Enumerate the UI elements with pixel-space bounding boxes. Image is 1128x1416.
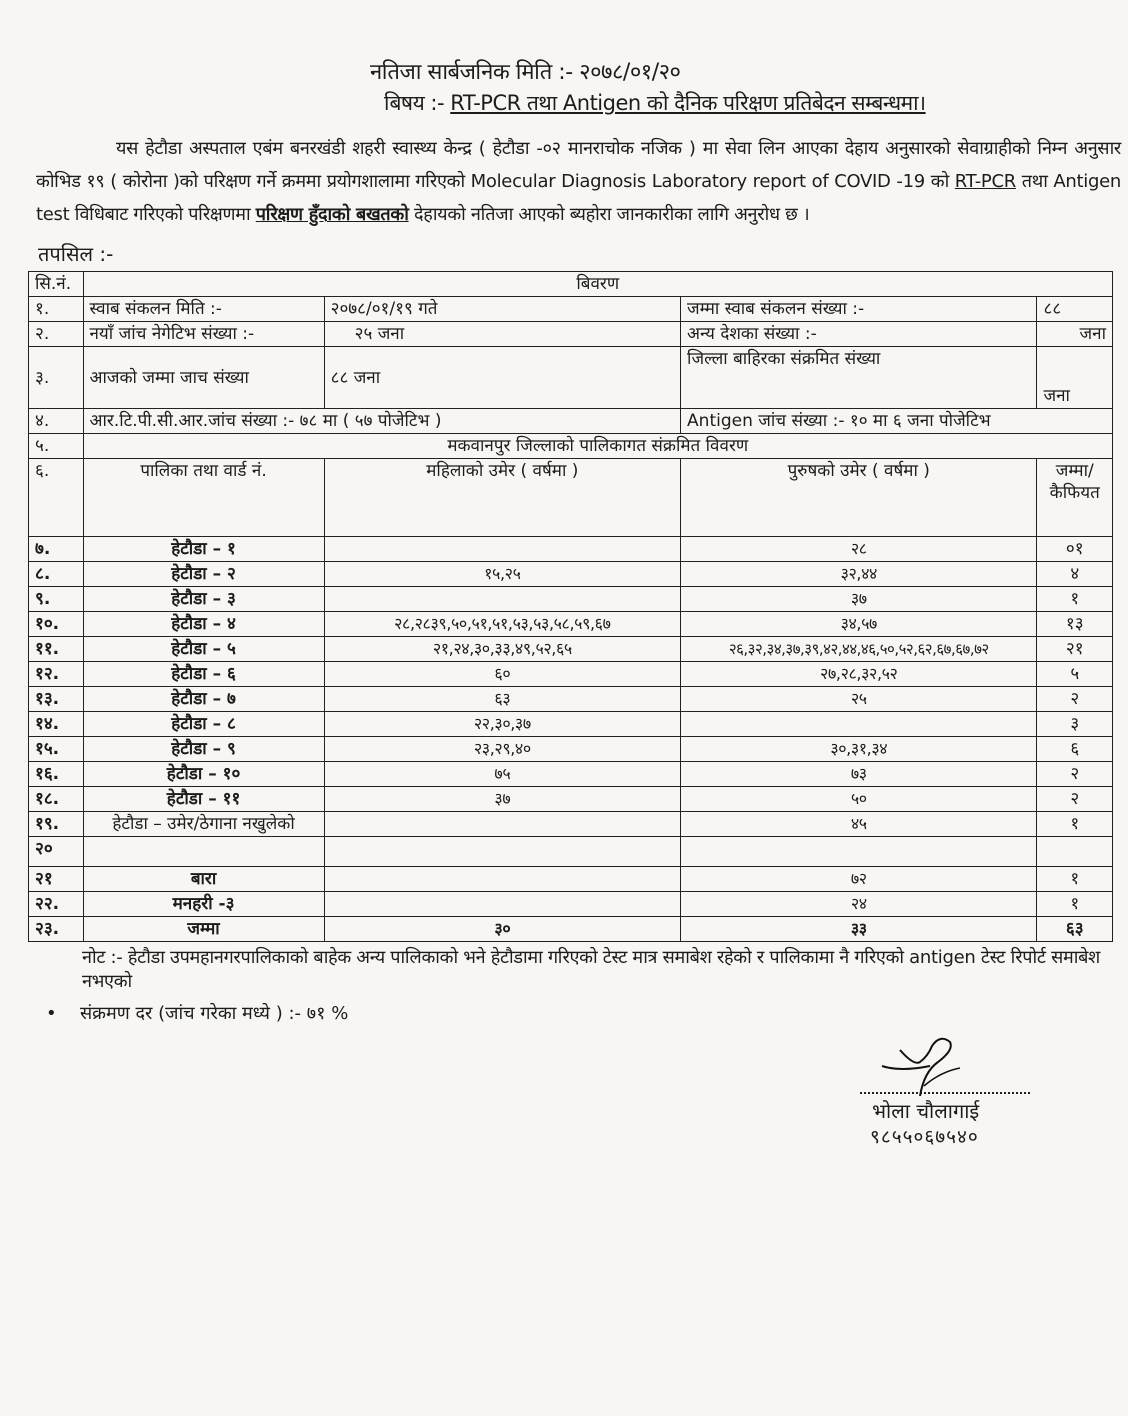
- report-table: [28, 271, 1113, 942]
- intro-part3: देहायको नतिजा आएको ब्यहोरा जानकारीका लागि अनुरोध छ ।: [414, 204, 810, 225]
- infection-rate-text: संक्रमण दर (जांच गरेका मध्ये ) :- ७१ %: [80, 1003, 349, 1024]
- signatory-name: भोला चौलागाई: [872, 1099, 980, 1123]
- summary-value: ८८: [1037, 297, 1113, 322]
- female-ages: ६०: [324, 662, 680, 687]
- female-ages: ६३: [324, 687, 680, 712]
- intro-rtpcr: RT-PCR: [954, 171, 1016, 192]
- row-sn: १३.: [29, 687, 84, 712]
- row-total: २: [1037, 762, 1113, 787]
- female-ages: २२,३०,३७: [324, 712, 680, 737]
- row-total: १: [1037, 867, 1113, 892]
- male-ages: ७३: [681, 762, 1037, 787]
- summary-label: जिल्ला बाहिरका संक्रमित संख्या: [681, 347, 1037, 409]
- row-total: ६: [1037, 737, 1113, 762]
- male-ages: ३२,४४: [681, 562, 1037, 587]
- signature-block: [860, 1036, 1040, 1170]
- female-ages: २१,२४,३०,३३,४९,५२,६५: [324, 637, 680, 662]
- table-row: [29, 917, 1113, 942]
- row-total: ५: [1037, 662, 1113, 687]
- table-row: [29, 712, 1113, 737]
- palika-name: जम्मा: [83, 917, 324, 942]
- subject-text: RT-PCR तथा Antigen को दैनिक परिक्षण प्रतिबेदन सम्बन्धमा।: [450, 91, 926, 115]
- row-sn: २३.: [29, 917, 84, 942]
- summary-label: स्वाब संकलन मिति :-: [83, 297, 324, 322]
- table-row: [29, 762, 1113, 787]
- palika-name: मनहरी -३: [83, 892, 324, 917]
- row-sn: २२.: [29, 892, 84, 917]
- row-sn: २१: [29, 867, 84, 892]
- male-ages: २५: [681, 687, 1037, 712]
- female-ages: ३०: [324, 917, 680, 942]
- footnote: नोट :- हेटौडा उपमहानगरपालिकाको बाहेक अन्य पालिकाको भने हेटौडामा गरिएको टेस्ट मात्र समाबेश रहेको र पालिकामा नै गरिएको antigen टेस्ट रिपोर्ट समाबेश नभएको: [82, 947, 1100, 992]
- male-ages: २४: [681, 892, 1037, 917]
- row-total: ३: [1037, 712, 1113, 737]
- summary-label: जम्मा स्वाब संकलन संख्या :-: [681, 297, 1037, 322]
- tapasil-label: तपसिल :-: [38, 242, 114, 266]
- summary-value: जना: [1037, 322, 1113, 347]
- row-total: १३: [1037, 612, 1113, 637]
- row-total: २: [1037, 787, 1113, 812]
- summary-row: [29, 347, 1113, 409]
- row-total: २१: [1037, 637, 1113, 662]
- male-ages: ३३: [681, 917, 1037, 942]
- row-sn: १६.: [29, 762, 84, 787]
- table-row: [29, 612, 1113, 637]
- male-ages: ४५: [681, 812, 1037, 837]
- female-ages: [324, 867, 680, 892]
- subject-prefix: बिषय :-: [384, 91, 445, 115]
- table-row: [29, 892, 1113, 917]
- antigen-count: Antigen जांच संख्या :- १० मा ६ जना पोजेटिभ: [681, 409, 1113, 434]
- female-ages: [324, 837, 680, 867]
- row-sn: १४.: [29, 712, 84, 737]
- female-ages: ३७: [324, 787, 680, 812]
- section-title-row: [29, 434, 1113, 459]
- table-row: [29, 537, 1113, 562]
- table-row: [29, 787, 1113, 812]
- palika-name: हेटौडा – ६: [83, 662, 324, 687]
- row-sn: ४.: [29, 409, 84, 434]
- male-ages: ७२: [681, 867, 1037, 892]
- male-ages: ३४,५७: [681, 612, 1037, 637]
- section-title: मकवानपुर जिल्लाको पालिकागत संक्रमित विवरण: [83, 434, 1113, 459]
- row-sn: ८.: [29, 562, 84, 587]
- female-ages: २८,२८३९,५०,५१,५१,५३,५३,५८,५९,६७: [324, 612, 680, 637]
- male-ages: ३०,३१,३४: [681, 737, 1037, 762]
- summary-value: जना: [1037, 347, 1113, 409]
- row-sn: १५.: [29, 737, 84, 762]
- table-row: [29, 637, 1113, 662]
- row-sn: ९.: [29, 587, 84, 612]
- palika-name: हेटौडा – २: [83, 562, 324, 587]
- male-ages: ५०: [681, 787, 1037, 812]
- sn-header: सि.नं.: [29, 272, 84, 297]
- row-total: १: [1037, 892, 1113, 917]
- male-ages: [681, 712, 1037, 737]
- palika-name: हेटौडा – ५: [83, 637, 324, 662]
- table-row: [29, 737, 1113, 762]
- female-ages: ७५: [324, 762, 680, 787]
- test-count-row: [29, 409, 1113, 434]
- bullet: •: [46, 1003, 57, 1024]
- table-header-row: [29, 272, 1113, 297]
- signature-icon: [880, 1036, 990, 1096]
- female-ages: [324, 812, 680, 837]
- details-header: बिवरण: [83, 272, 1113, 297]
- row-sn: ७.: [29, 537, 84, 562]
- palika-name: हेटौडा – ३: [83, 587, 324, 612]
- col-male-age: पुरुषको उमेर ( वर्षमा ): [681, 459, 1037, 537]
- male-ages: २६,३२,३४,३७,३९,४२,४४,४६,५०,५२,६२,६७,६७,७२: [681, 637, 1037, 662]
- row-total: [1037, 837, 1113, 867]
- palika-name: हेटौडा – १०: [83, 762, 324, 787]
- row-total: ४: [1037, 562, 1113, 587]
- publish-date-line: नतिजा सार्बजनिक मिति :- २०७८/०१/२०: [370, 60, 681, 85]
- table-row: [29, 687, 1113, 712]
- palika-name: [83, 837, 324, 867]
- subject-line: [384, 88, 1128, 118]
- col-total: जम्मा/ कैफियत: [1037, 459, 1113, 537]
- palika-name: हेटौडा – ९: [83, 737, 324, 762]
- table-row: [29, 837, 1113, 867]
- intro-part1: यस हेटौडा अस्पताल एबंम बनरखंडी शहरी स्वास्थ्य केन्द्र ( हेटौडा -०२ मानराचोक नजिक ) मा सेवा लिन आएका देहाय अनुसारको सेवाग्राहीको निम्न अनुसार कोभिड १९ ( कोरोना )को परिक्षण गर्ने क्रममा प्रयोगशालामा गरिएको Molecular Diagnosis Laboratory report of COVID -19 को: [36, 138, 1121, 192]
- col-female-age: महिलाको उमेर ( वर्षमा ): [324, 459, 680, 537]
- summary-label: आजको जम्मा जाच संख्या: [83, 347, 324, 409]
- col-palika: पालिका तथा वार्ड नं.: [83, 459, 324, 537]
- female-ages: १५,२५: [324, 562, 680, 587]
- female-ages: [324, 892, 680, 917]
- infection-rate: [46, 1002, 1128, 1026]
- table-row: [29, 662, 1113, 687]
- column-header-row: [29, 459, 1113, 537]
- summary-label: नयाँ जांच नेगेटिभ संख्या :-: [83, 322, 324, 347]
- row-sn: ११.: [29, 637, 84, 662]
- summary-value: २५ जना: [324, 322, 680, 347]
- row-sn: १९.: [29, 812, 84, 837]
- row-sn: १०.: [29, 612, 84, 637]
- intro-underlined: परिक्षण हुँदाको बखतको: [255, 204, 409, 225]
- summary-row: [29, 322, 1113, 347]
- summary-value: २०७८/०१/१९ गते: [324, 297, 680, 322]
- row-total: २: [1037, 687, 1113, 712]
- table-row: [29, 562, 1113, 587]
- summary-row: [29, 297, 1113, 322]
- row-sn: ५.: [29, 434, 84, 459]
- palika-name: हेटौडा – ११: [83, 787, 324, 812]
- row-sn: ६.: [29, 459, 84, 537]
- table-row: [29, 587, 1113, 612]
- summary-label: अन्य देशका संख्या :-: [681, 322, 1037, 347]
- rtpcr-count: आर.टि.पी.सी.आर.जांच संख्या :- ७८ मा ( ५७ पोजेटिभ ): [83, 409, 681, 434]
- female-ages: २३,२९,४०: [324, 737, 680, 762]
- palika-name: हेटौडा – ८: [83, 712, 324, 737]
- signature-line: [860, 1092, 1030, 1094]
- male-ages: ३७: [681, 587, 1037, 612]
- row-total: १: [1037, 587, 1113, 612]
- palika-name: हेटौडा – ७: [83, 687, 324, 712]
- row-sn: २.: [29, 322, 84, 347]
- palika-name: बारा: [83, 867, 324, 892]
- table-row: [29, 812, 1113, 837]
- female-ages: [324, 587, 680, 612]
- palika-name: हेटौडा – उमेर/ठेगाना नखुलेको: [83, 812, 324, 837]
- male-ages: [681, 837, 1037, 867]
- row-total: १: [1037, 812, 1113, 837]
- palika-name: हेटौडा – ४: [83, 612, 324, 637]
- row-total: ०१: [1037, 537, 1113, 562]
- male-ages: २८: [681, 537, 1037, 562]
- intro-paragraph: [36, 132, 1121, 231]
- row-sn: १.: [29, 297, 84, 322]
- signatory-phone: ९८५५०६७५४०: [870, 1126, 979, 1148]
- intro-part2: तथा Antigen test विधिबाट गरिएको परिक्षणमा: [36, 171, 1122, 225]
- palika-name: हेटौडा – १: [83, 537, 324, 562]
- female-ages: [324, 537, 680, 562]
- row-sn: ३.: [29, 347, 84, 409]
- male-ages: २७,२८,३२,५२: [681, 662, 1037, 687]
- row-sn: २०: [29, 837, 84, 867]
- table-row: [29, 867, 1113, 892]
- row-sn: १२.: [29, 662, 84, 687]
- row-total: ६३: [1037, 917, 1113, 942]
- summary-value: ८८ जना: [324, 347, 680, 409]
- row-sn: १८.: [29, 787, 84, 812]
